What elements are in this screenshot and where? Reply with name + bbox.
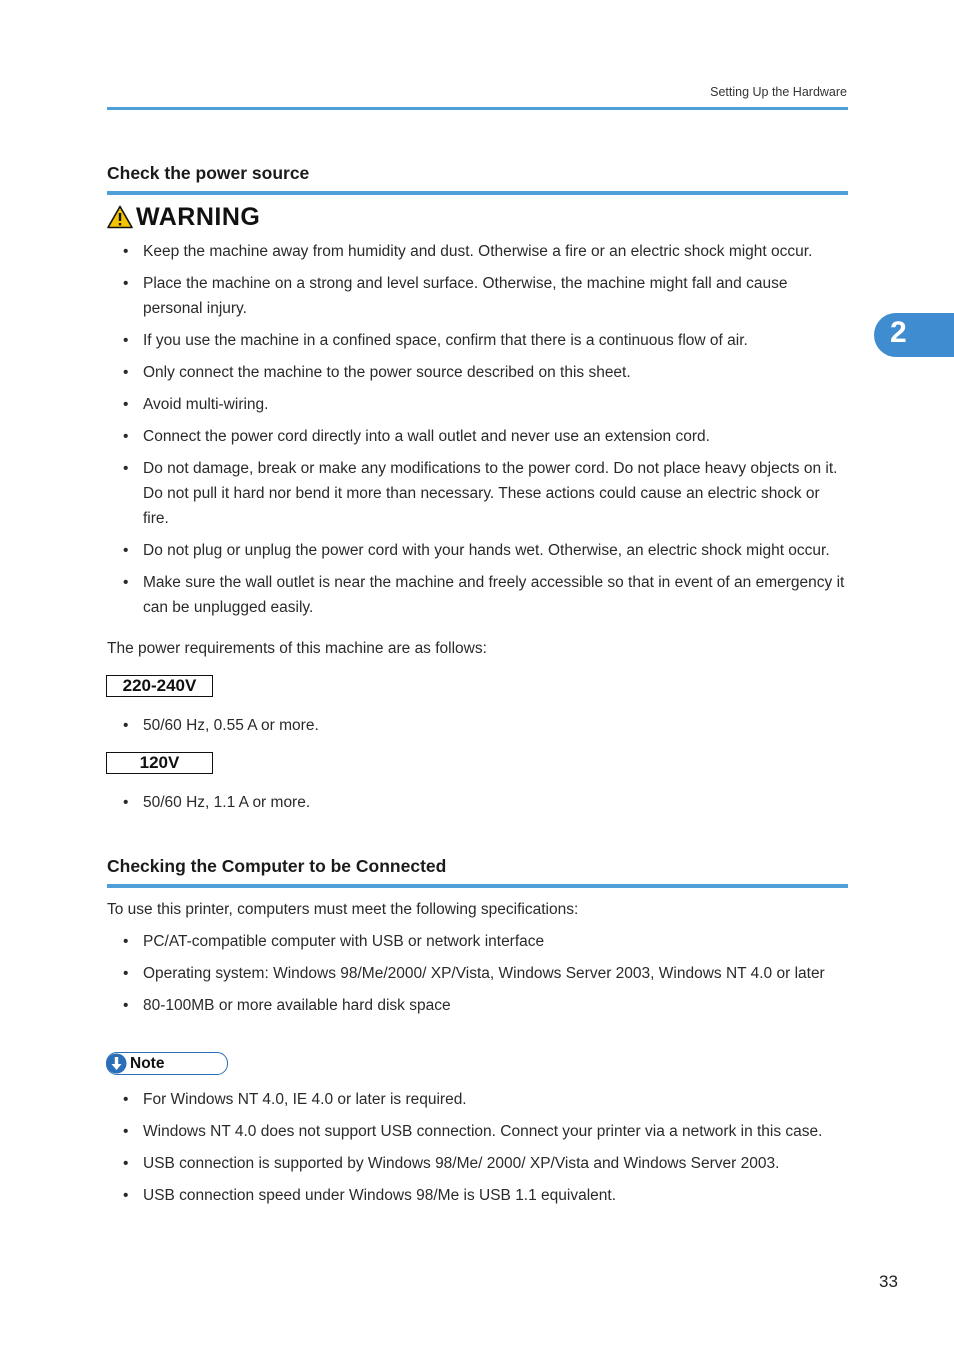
- requirements-intro: The power requirements of this machine are as follows:: [107, 640, 487, 657]
- section-rule-power: [107, 191, 848, 195]
- page-number: 33: [879, 1272, 898, 1291]
- list-item: • PC/AT-compatible computer with USB or network interface: [121, 929, 848, 954]
- note-list: [121, 1087, 848, 1215]
- warning-heading: [107, 202, 260, 232]
- warning-list: [121, 239, 848, 627]
- chapter-number: 2: [890, 316, 907, 349]
- list-item: • USB connection is supported by Windows 98/Me/ 2000/ XP/Vista and Windows Server 2003.: [121, 1151, 848, 1176]
- list-item: • Keep the machine away from humidity and dust. Otherwise a fire or an electric shock might occur.: [121, 239, 848, 264]
- warning-label: WARNING: [136, 202, 261, 231]
- warning-icon: [107, 205, 133, 229]
- voltage-label: 220-240V: [122, 676, 197, 695]
- computer-intro: To use this printer, computers must meet the following specifications:: [107, 901, 579, 918]
- section-rule-computer: [107, 884, 848, 888]
- list-item: • Windows NT 4.0 does not support USB connection. Connect your printer via a network in this case.: [121, 1119, 848, 1144]
- voltage-badge-220: [106, 675, 213, 697]
- list-item: • If you use the machine in a confined space, confirm that there is a continuous flow of air.: [121, 328, 848, 353]
- chapter-tab: [874, 313, 954, 357]
- voltage-spec-list: [121, 713, 848, 745]
- list-item: • Avoid multi-wiring.: [121, 392, 848, 417]
- list-item: • USB connection speed under Windows 98/Me is USB 1.1 equivalent.: [121, 1183, 848, 1208]
- note-icon: [106, 1053, 127, 1074]
- list-item: • 50/60 Hz, 1.1 A or more.: [121, 790, 848, 815]
- spec-list: [121, 929, 848, 1025]
- list-item: • Operating system: Windows 98/Me/2000/ XP/Vista, Windows Server 2003, Windows NT 4.0 or later: [121, 961, 848, 986]
- list-item: • Make sure the wall outlet is near the machine and freely accessible so that in event of an emergency it can be unplugged easily.: [121, 570, 848, 620]
- list-item: • Do not plug or unplug the power cord with your hands wet. Otherwise, an electric shock might occur.: [121, 538, 848, 563]
- voltage-spec-list: [121, 790, 848, 822]
- list-item: • 80-100MB or more available hard disk space: [121, 993, 848, 1018]
- section-title-computer: Checking the Computer to be Connected: [107, 856, 447, 876]
- list-item: • Only connect the machine to the power source described on this sheet.: [121, 360, 848, 385]
- list-item: • For Windows NT 4.0, IE 4.0 or later is required.: [121, 1087, 848, 1112]
- running-header: Setting Up the Hardware: [710, 85, 847, 99]
- voltage-badge-120: [106, 752, 213, 774]
- voltage-label: 120V: [139, 753, 180, 772]
- list-item: • Do not damage, break or make any modifications to the power cord. Do not place heavy objects on it. Do not pull it hard nor bend it more than necessary. These actions could cause an electric shock or fire.: [121, 456, 848, 531]
- header-rule: [107, 107, 848, 110]
- list-item: • 50/60 Hz, 0.55 A or more.: [121, 713, 848, 738]
- note-heading: [106, 1052, 228, 1075]
- note-label: Note: [130, 1054, 165, 1072]
- list-item: • Connect the power cord directly into a wall outlet and never use an extension cord.: [121, 424, 848, 449]
- list-item: • Place the machine on a strong and level surface. Otherwise, the machine might fall and cause personal injury.: [121, 271, 848, 321]
- section-title-power: Check the power source: [107, 163, 310, 183]
